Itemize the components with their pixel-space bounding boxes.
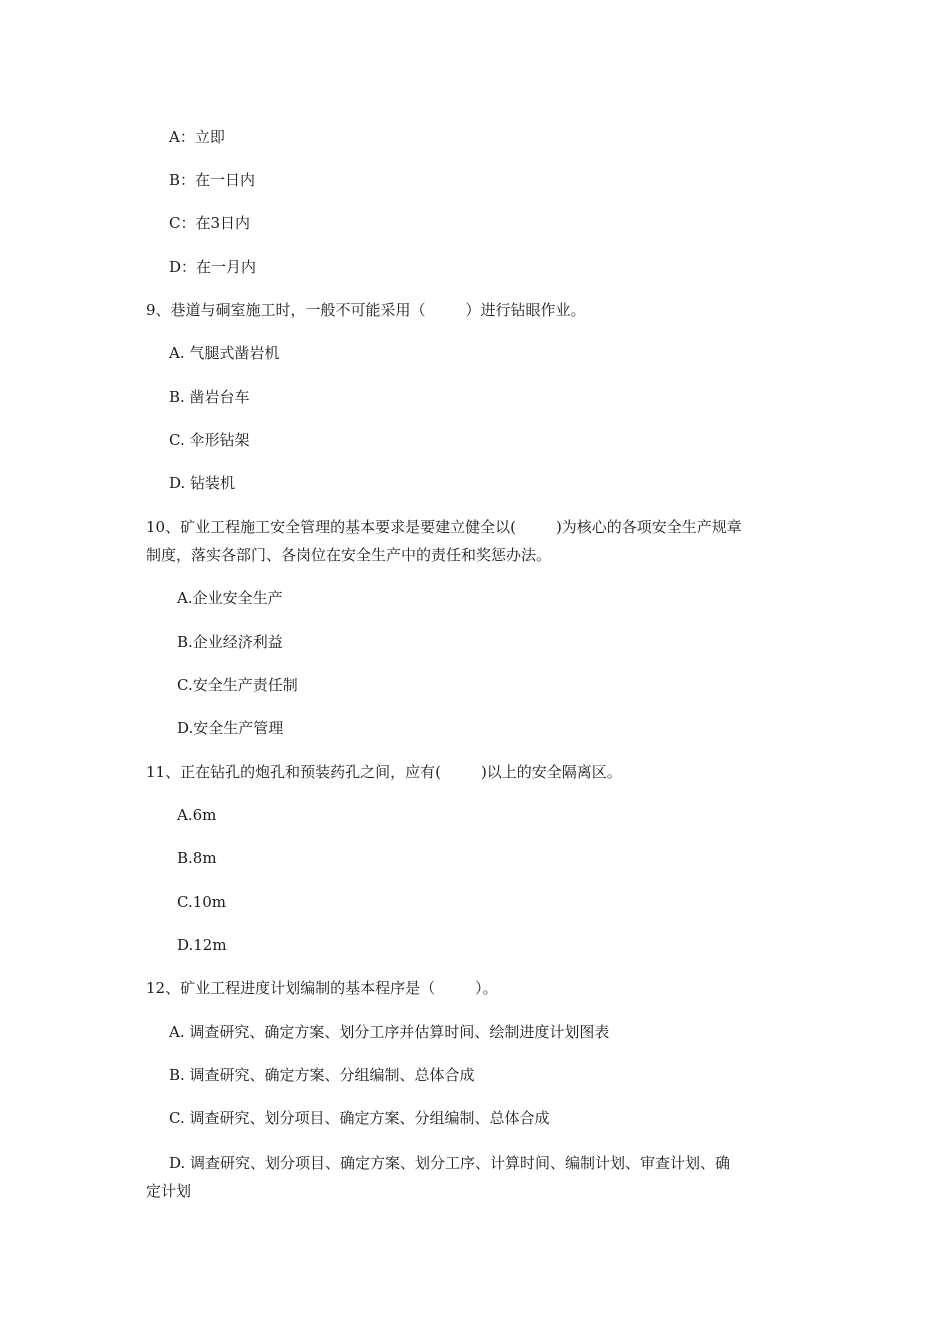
q12-option-d-line1: D. 调查研究、划分项目、确定方案、划分工序、计算时间、编制计划、审查计划、确 (169, 1154, 731, 1172)
q10-option-d: D.安全生产管理 (177, 719, 284, 737)
q11-option-d: D.12m (177, 936, 227, 954)
q10-option-a: A.企业安全生产 (177, 589, 283, 607)
q8-option-a: A：立即 (169, 128, 225, 146)
q9-option-c: C. 伞形钻架 (169, 431, 250, 449)
q9-option-a: A. 气腿式凿岩机 (169, 344, 280, 362)
q10-stem-line2: 制度，落实各部门、各岗位在安全生产中的责任和奖惩办法。 (146, 546, 552, 564)
q12-stem-prefix: 12、矿业工程进度计划编制的基本程序是（ (146, 979, 436, 997)
q9-stem (146, 300, 586, 320)
q11-stem-suffix: )以上的安全隔离区。 (480, 763, 622, 781)
q8-option-d: D：在一月内 (169, 258, 257, 276)
q8-option-b: B：在一日内 (169, 171, 256, 189)
q9-option-b: B. 凿岩台车 (169, 388, 250, 406)
q9-option-d: D. 钻装机 (169, 474, 236, 492)
q8-option-c: C：在3日内 (169, 214, 251, 232)
q12-stem (146, 978, 498, 998)
q10-option-c: C.安全生产责任制 (177, 676, 298, 694)
q10-option-b: B.企业经济利益 (177, 633, 283, 651)
q11-stem-prefix: 11、正在钻孔的炮孔和预装药孔之间，应有( (146, 763, 441, 781)
q12-option-c: C. 调查研究、划分项目、确定方案、分组编制、总体合成 (169, 1109, 550, 1127)
q9-stem-prefix: 9、巷道与硐室施工时，一般不可能采用（ (146, 301, 426, 319)
q11-option-a: A.6m (177, 806, 217, 824)
q10-stem-suffix: )为核心的各项安全生产规章 (555, 518, 742, 536)
q10-stem-line1 (146, 517, 742, 537)
q12-option-a: A. 调查研究、确定方案、划分工序并估算时间、绘制进度计划图表 (169, 1023, 610, 1041)
q11-option-c: C.10m (177, 893, 227, 911)
q12-stem-suffix: ）。 (475, 979, 498, 997)
q12-option-b: B. 调查研究、确定方案、分组编制、总体合成 (169, 1066, 475, 1084)
q12-option-d-line2: 定计划 (146, 1182, 192, 1200)
q10-stem-prefix: 10、矿业工程施工安全管理的基本要求是要建立健全以( (146, 518, 516, 536)
q11-stem (146, 762, 622, 782)
q9-stem-suffix: ）进行钻眼作业。 (465, 301, 586, 319)
q11-option-b: B.8m (177, 849, 217, 867)
